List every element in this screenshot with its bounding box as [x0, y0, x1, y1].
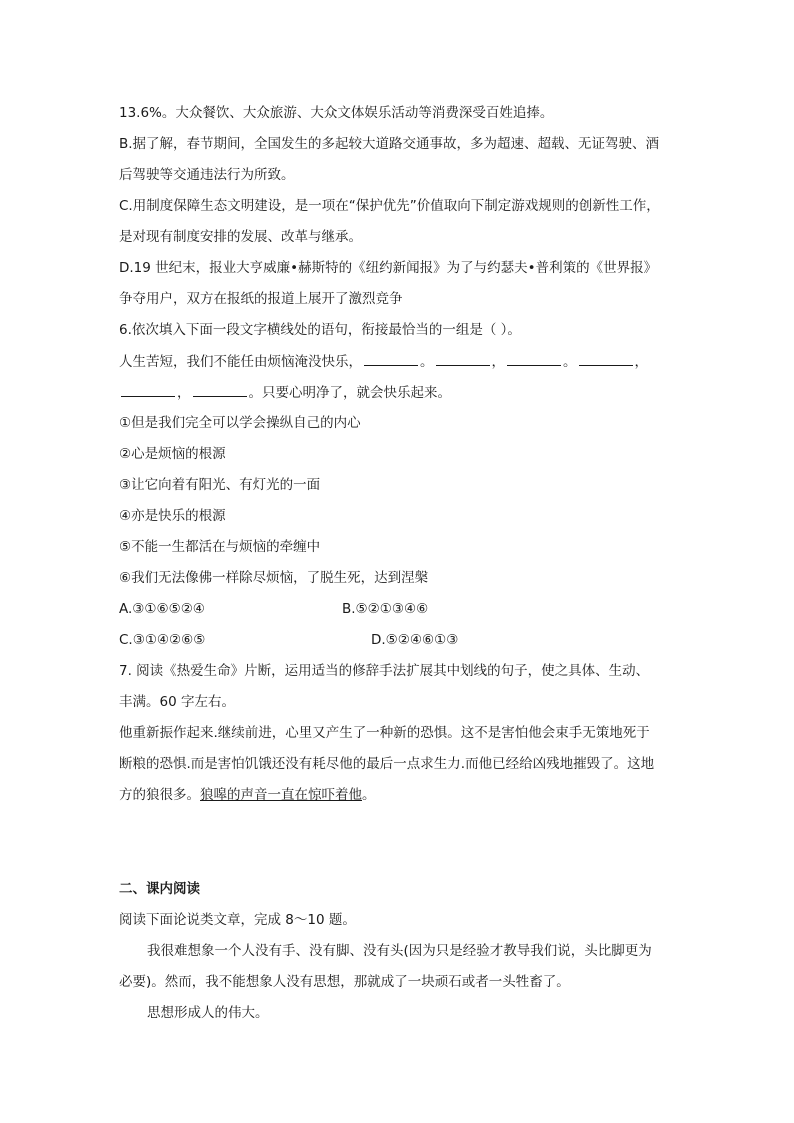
q6-item-3: ③让它向着有阳光、有灯光的一面	[119, 477, 321, 493]
q7-passage-line3	[119, 786, 376, 804]
q6-item-6: ⑥我们无法像佛一样除尽烦恼，了脱生死，达到涅槃	[119, 570, 429, 586]
q6-option-c[interactable]: C.③①④②⑥⑤	[119, 632, 206, 648]
q5-option-a-continuation: 13.6%。大众餐饮、大众旅游、大众文体娱乐活动等消费深受百姓追捧。	[119, 105, 554, 121]
q7-stem-line1: 7. 阅读《热爱生命》片断，运用适当的修辞手法扩展其中划线的句子，使之具体、生动、	[119, 663, 650, 679]
section2-intro: 阅读下面论说类文章，完成 8～10 题。	[119, 912, 356, 928]
fill-blank-4[interactable]	[579, 352, 633, 366]
q7-stem-line2: 丰满。60 字左右。	[119, 694, 235, 710]
q6-option-b[interactable]: B.⑤②①③④⑥	[342, 601, 429, 617]
q6-passage-start: 人生苦短，我们不能任由烦恼淹没快乐，	[119, 354, 362, 370]
q6-item-2: ②心是烦恼的根源	[119, 446, 226, 462]
q7-passage-line1: 他重新振作起来.继续前进，心里又产生了一种新的恐惧。这不是害怕他会束手无策地死于	[119, 725, 650, 741]
reading-para1-line2: 必要)。然而，我不能想象人没有思想，那就成了一块顽石或者一头牲畜了。	[119, 974, 570, 990]
q5-option-d-line1: D.19 世纪末，报业大亨威廉•赫斯特的《纽约新闻报》为了与约瑟夫•普利策的《世界报》	[119, 260, 658, 276]
q5-option-c-line2: 是对现有制度安排的发展、改革与继承。	[119, 229, 362, 245]
punct: ，	[491, 354, 505, 370]
fill-blank-2[interactable]	[436, 352, 490, 366]
fill-blank-1[interactable]	[364, 352, 418, 366]
q7-underlined-sentence: 狼嗥的声音一直在惊吓着他	[200, 787, 362, 803]
punct: 。	[563, 354, 577, 370]
q6-stem: 6.依次填入下面一段文字横线处的语句，衔接最恰当的一组是（ ）。	[119, 322, 521, 338]
q6-item-1: ①但是我们完全可以学会操纵自己的内心	[119, 415, 361, 431]
q6-passage-line2	[119, 383, 451, 402]
q6-passage-line1	[119, 352, 648, 371]
section2-heading: 二、课内阅读	[119, 881, 200, 897]
punct: 。	[420, 354, 434, 370]
q6-item-5: ⑤不能一生都活在与烦恼的牵缠中	[119, 539, 321, 555]
q7-text: 。	[362, 787, 376, 803]
q7-text: 方的狼很多。	[119, 787, 200, 803]
fill-blank-3[interactable]	[507, 352, 561, 366]
q6-option-a[interactable]: A.③①⑥⑤②④	[119, 601, 205, 617]
fill-blank-6[interactable]	[193, 383, 247, 397]
reading-para2: 思想形成人的伟大。	[147, 1005, 269, 1021]
q6-option-d[interactable]: D.⑤②④⑥①③	[371, 632, 459, 648]
q5-option-d-line2: 争夺用户，双方在报纸的报道上展开了激烈竞争	[119, 291, 403, 307]
q5-option-c-line1: C.用制度保障生态文明建设，是一项在“保护优先”价值取向下制定游戏规则的创新性工作，	[119, 198, 660, 214]
reading-para1-line1: 我很难想象一个人没有手、没有脚、没有头(因为只是经验才教导我们说，头比脚更为	[147, 943, 652, 959]
fill-blank-5[interactable]	[121, 383, 175, 397]
q7-passage-line2: 断粮的恐惧.而是害怕饥饿还没有耗尽他的最后一点求生力.而他已经给凶残地摧毁了。这地	[119, 756, 655, 772]
q5-option-b-line2: 后驾驶等交通违法行为所致。	[119, 167, 295, 183]
q5-option-b-line1: B.据了解，春节期间，全国发生的多起较大道路交通事故，多为超速、超载、无证驾驶、酒	[119, 136, 660, 152]
q6-passage-end: 。只要心明净了，就会快乐起来。	[248, 385, 451, 401]
q6-item-4: ④亦是快乐的根源	[119, 508, 226, 524]
punct: ，	[177, 385, 191, 401]
punct: ，	[634, 354, 648, 370]
